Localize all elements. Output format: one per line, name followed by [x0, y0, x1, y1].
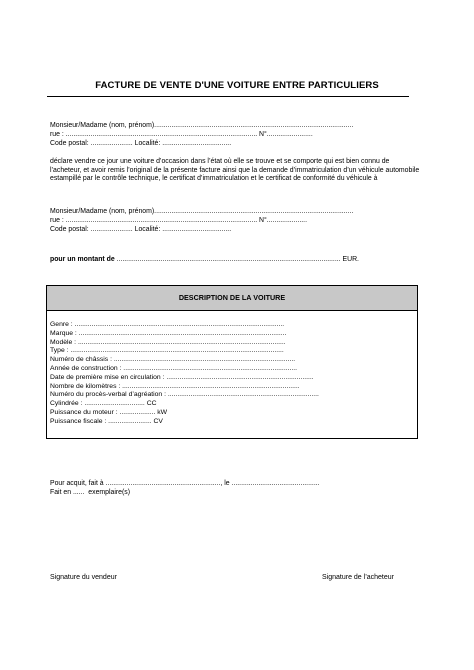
seller-postal-line: Code postal: ...................... Localité: ....................................: [50, 140, 232, 147]
title-divider: [47, 96, 409, 97]
field-marque: Marque : ..............................................................................................................: [50, 329, 287, 337]
seller-address-line: rue : .................................................................................................... N°........................: [50, 131, 313, 138]
declaration-paragraph: déclare vendre ce jour une voiture d’occasion dans l’état où elle se trouve et se comporte qui est bien connu de l’acheteur, et avoir remis l’original de la présente facture ainsi que la demande d’immatriculation d’un véhicule automobile estampillé par le contrôle technique, le certificat d’immatriculation et le certificat de conformité du véhicule à: [50, 158, 420, 183]
field-modele: Modèle : ..............................................................................................................: [50, 338, 286, 346]
field-chassis: Numéro de châssis : ................................................................................................: [50, 356, 296, 364]
document-title: FACTURE DE VENTE D'UNE VOITURE ENTRE PARTICULIERS: [95, 80, 379, 91]
field-premiere-circulation: Date de première mise en circulation : ..............................................................................: [50, 373, 314, 381]
receipt-line: Pour acquit, fait à ............................................................, le ..............................................: [50, 480, 320, 487]
amount-line: [50, 255, 359, 264]
buyer-postal-line: Code postal: ...................... Localité: ....................................: [50, 226, 232, 233]
car-description-header: DESCRIPTION DE LA VOITURE: [47, 286, 417, 311]
seller-name-line: Monsieur/Madame (nom, prénom)........................................................................................................: [50, 122, 354, 129]
field-puissance-fiscale: Puissance fiscale : ....................... CV: [50, 417, 163, 425]
car-description-fields: [50, 321, 319, 427]
field-puissance-moteur: Puissance du moteur : ................... kW: [50, 408, 168, 416]
field-cylindree: Cylindrée : ................................ CC: [50, 400, 157, 408]
field-kilometres: Nombre de kilomètres : ..............................................................................................: [50, 382, 300, 390]
field-proces-verbal: Numéro du procès-verbal d’agréation : ................................................................................: [50, 391, 319, 399]
buyer-address-line: rue : .................................................................................................... N°.....................: [50, 217, 307, 224]
buyer-name-line: Monsieur/Madame (nom, prénom)........................................................................................................: [50, 208, 354, 215]
field-genre: Genre : ...............................................................................................................: [50, 321, 285, 328]
amount-label: pour un montant de: [50, 256, 115, 263]
copies-line: Fait en ...... exemplaire(s): [50, 489, 131, 496]
field-annee: Année de construction : ............................................................................................: [50, 364, 298, 372]
car-description-box: [46, 285, 418, 439]
amount-dots: ..................................................................................................................... EUR.: [114, 256, 359, 263]
buyer-signature-label: Signature de l’acheteur: [322, 574, 394, 581]
seller-signature-label: Signature du vendeur: [50, 574, 117, 581]
field-type: Type : .................................................................................................................: [50, 347, 284, 355]
